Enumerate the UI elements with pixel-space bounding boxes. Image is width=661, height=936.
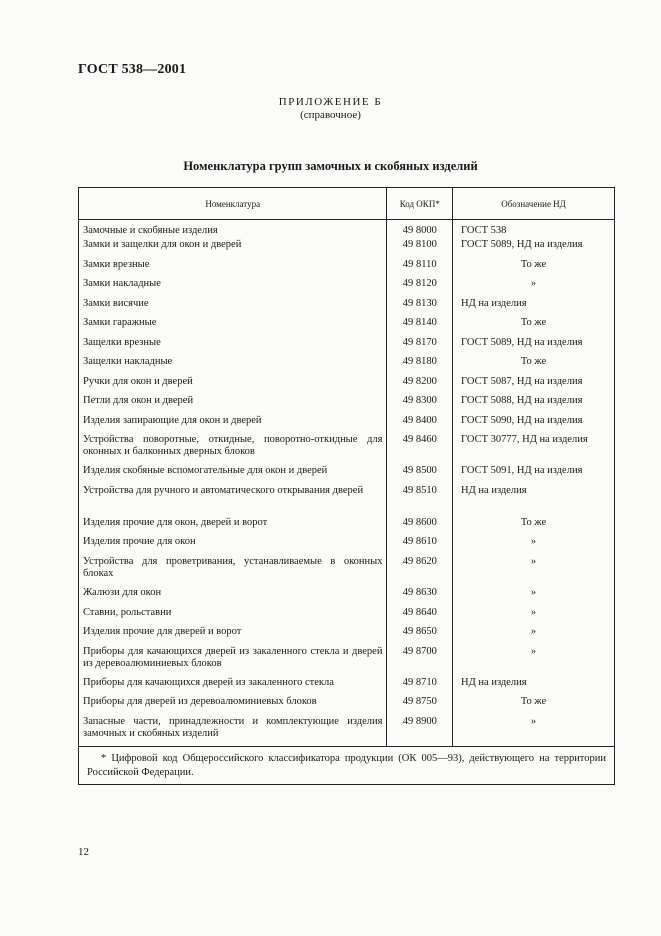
cell-okp-code: 49 8000 xyxy=(387,220,453,239)
header-nomenclature: Номенклатура xyxy=(79,188,387,220)
table-row xyxy=(79,626,615,646)
table-row xyxy=(79,356,615,376)
cell-okp-code: 49 8710 xyxy=(387,677,453,696)
cell-nomenclature: Защелки накладные xyxy=(79,356,387,376)
cell-nomenclature: Запасные части, принадлежности и комплектующие изделия замочных и скобяных изделий xyxy=(79,716,387,747)
cell-nd-designation: То же xyxy=(453,317,615,337)
table-row xyxy=(79,317,615,337)
cell-nomenclature: Петли для окон и дверей xyxy=(79,395,387,415)
cell-nd-designation: ГОСТ 5089, НД на изделия xyxy=(453,239,615,259)
cell-nomenclature: Приборы для качающихся дверей из закаленного стекла xyxy=(79,677,387,696)
table-row xyxy=(79,485,615,517)
cell-okp-code: 49 8460 xyxy=(387,434,453,465)
cell-nomenclature: Защелки врезные xyxy=(79,337,387,356)
table-footnote: * Цифровой код Общероссийского классификатора продукции (ОК 005—93), действующего на территории Российской Федерации. xyxy=(79,747,615,785)
table-row xyxy=(79,434,615,465)
cell-nomenclature: Замки и защелки для окон и дверей xyxy=(79,239,387,259)
cell-okp-code: 49 8610 xyxy=(387,536,453,556)
nomenclature-table xyxy=(78,187,615,785)
cell-nd-designation: ГОСТ 5090, НД на изделия xyxy=(453,415,615,434)
table-row xyxy=(79,517,615,536)
cell-nd-designation: ГОСТ 5088, НД на изделия xyxy=(453,395,615,415)
cell-nd-designation: То же xyxy=(453,259,615,278)
table-body xyxy=(79,220,615,785)
table-row xyxy=(79,536,615,556)
cell-okp-code: 49 8140 xyxy=(387,317,453,337)
cell-nomenclature: Устройства поворотные, откидные, поворотно-откидные для оконных и балконных дверных блоков xyxy=(79,434,387,465)
table-row xyxy=(79,646,615,677)
cell-nomenclature: Приборы для дверей из деревоалюминиевых блоков xyxy=(79,696,387,716)
cell-okp-code: 49 8180 xyxy=(387,356,453,376)
appendix-heading xyxy=(0,96,661,122)
cell-nd-designation: » xyxy=(453,716,615,747)
cell-okp-code: 49 8500 xyxy=(387,465,453,485)
cell-okp-code: 49 8700 xyxy=(387,646,453,677)
cell-nd-designation: То же xyxy=(453,517,615,536)
table-row xyxy=(79,298,615,317)
cell-nd-designation: То же xyxy=(453,356,615,376)
cell-okp-code: 49 8600 xyxy=(387,517,453,536)
table-row xyxy=(79,376,615,395)
cell-okp-code: 49 8650 xyxy=(387,626,453,646)
table-row xyxy=(79,556,615,587)
table-row xyxy=(79,337,615,356)
cell-nomenclature: Изделия прочие для окон xyxy=(79,536,387,556)
cell-okp-code: 49 8900 xyxy=(387,716,453,747)
cell-okp-code: 49 8120 xyxy=(387,278,453,298)
cell-okp-code: 49 8100 xyxy=(387,239,453,259)
table-row xyxy=(79,696,615,716)
cell-nd-designation: НД на изделия xyxy=(453,485,615,517)
page-number: 12 xyxy=(78,846,89,858)
cell-nomenclature: Ручки для окон и дверей xyxy=(79,376,387,395)
table-row xyxy=(79,239,615,259)
table-row xyxy=(79,677,615,696)
cell-okp-code: 49 8130 xyxy=(387,298,453,317)
cell-nomenclature: Замки накладные xyxy=(79,278,387,298)
cell-nomenclature: Ставни, рольставни xyxy=(79,607,387,626)
cell-nd-designation: » xyxy=(453,278,615,298)
cell-nomenclature: Жалюзи для окон xyxy=(79,587,387,607)
document-code: ГОСТ 538—2001 xyxy=(78,62,187,77)
table-row xyxy=(79,587,615,607)
cell-nomenclature: Изделия прочие для окон, дверей и ворот xyxy=(79,517,387,536)
cell-nomenclature: Замочные и скобяные изделия xyxy=(79,220,387,239)
cell-okp-code: 49 8510 xyxy=(387,485,453,517)
cell-okp-code: 49 8200 xyxy=(387,376,453,395)
header-nd-designation: Обозначение НД xyxy=(453,188,615,220)
cell-nd-designation: ГОСТ 5087, НД на изделия xyxy=(453,376,615,395)
cell-nd-designation: ГОСТ 30777, НД на изделия xyxy=(453,434,615,465)
cell-nd-designation: НД на изделия xyxy=(453,677,615,696)
cell-okp-code: 49 8170 xyxy=(387,337,453,356)
cell-nd-designation: » xyxy=(453,587,615,607)
cell-okp-code: 49 8750 xyxy=(387,696,453,716)
cell-nomenclature: Приборы для качающихся дверей из закаленного стекла и дверей из деревоалюминиевых блоков xyxy=(79,646,387,677)
table-row xyxy=(79,415,615,434)
cell-nomenclature: Изделия запирающие для окон и дверей xyxy=(79,415,387,434)
cell-nomenclature: Замки врезные xyxy=(79,259,387,278)
cell-okp-code: 49 8640 xyxy=(387,607,453,626)
table-row xyxy=(79,395,615,415)
cell-nd-designation: » xyxy=(453,626,615,646)
cell-nomenclature: Изделия скобяные вспомогательные для окон и дверей xyxy=(79,465,387,485)
table-row xyxy=(79,716,615,747)
cell-nomenclature: Замки висячие xyxy=(79,298,387,317)
table-row xyxy=(79,465,615,485)
cell-nomenclature: Замки гаражные xyxy=(79,317,387,337)
cell-nd-designation: ГОСТ 5089, НД на изделия xyxy=(453,337,615,356)
cell-okp-code: 49 8630 xyxy=(387,587,453,607)
cell-nd-designation: » xyxy=(453,536,615,556)
cell-okp-code: 49 8300 xyxy=(387,395,453,415)
cell-nomenclature: Изделия прочие для дверей и ворот xyxy=(79,626,387,646)
table-row xyxy=(79,259,615,278)
table-row xyxy=(79,607,615,626)
table-title: Номенклатура групп замочных и скобяных изделий xyxy=(183,159,478,173)
cell-nd-designation: НД на изделия xyxy=(453,298,615,317)
cell-nd-designation: » xyxy=(453,607,615,626)
table-row xyxy=(79,220,615,239)
cell-okp-code: 49 8400 xyxy=(387,415,453,434)
cell-nd-designation: » xyxy=(453,646,615,677)
cell-nd-designation: ГОСТ 5091, НД на изделия xyxy=(453,465,615,485)
cell-nomenclature: Устройства для ручного и автоматического открывания дверей xyxy=(79,485,387,517)
footnote-row xyxy=(79,747,615,785)
header-okp-code: Код ОКП* xyxy=(387,188,453,220)
cell-nomenclature: Устройства для проветривания, устанавливаемые в оконных блоках xyxy=(79,556,387,587)
cell-nd-designation: » xyxy=(453,556,615,587)
cell-nd-designation: ГОСТ 538 xyxy=(453,220,615,239)
appendix-title: ПРИЛОЖЕНИЕ Б xyxy=(278,96,383,108)
appendix-subtitle: (справочное) xyxy=(300,109,361,121)
table-row xyxy=(79,278,615,298)
cell-okp-code: 49 8620 xyxy=(387,556,453,587)
cell-okp-code: 49 8110 xyxy=(387,259,453,278)
table-header-row xyxy=(79,188,615,220)
cell-nd-designation: То же xyxy=(453,696,615,716)
